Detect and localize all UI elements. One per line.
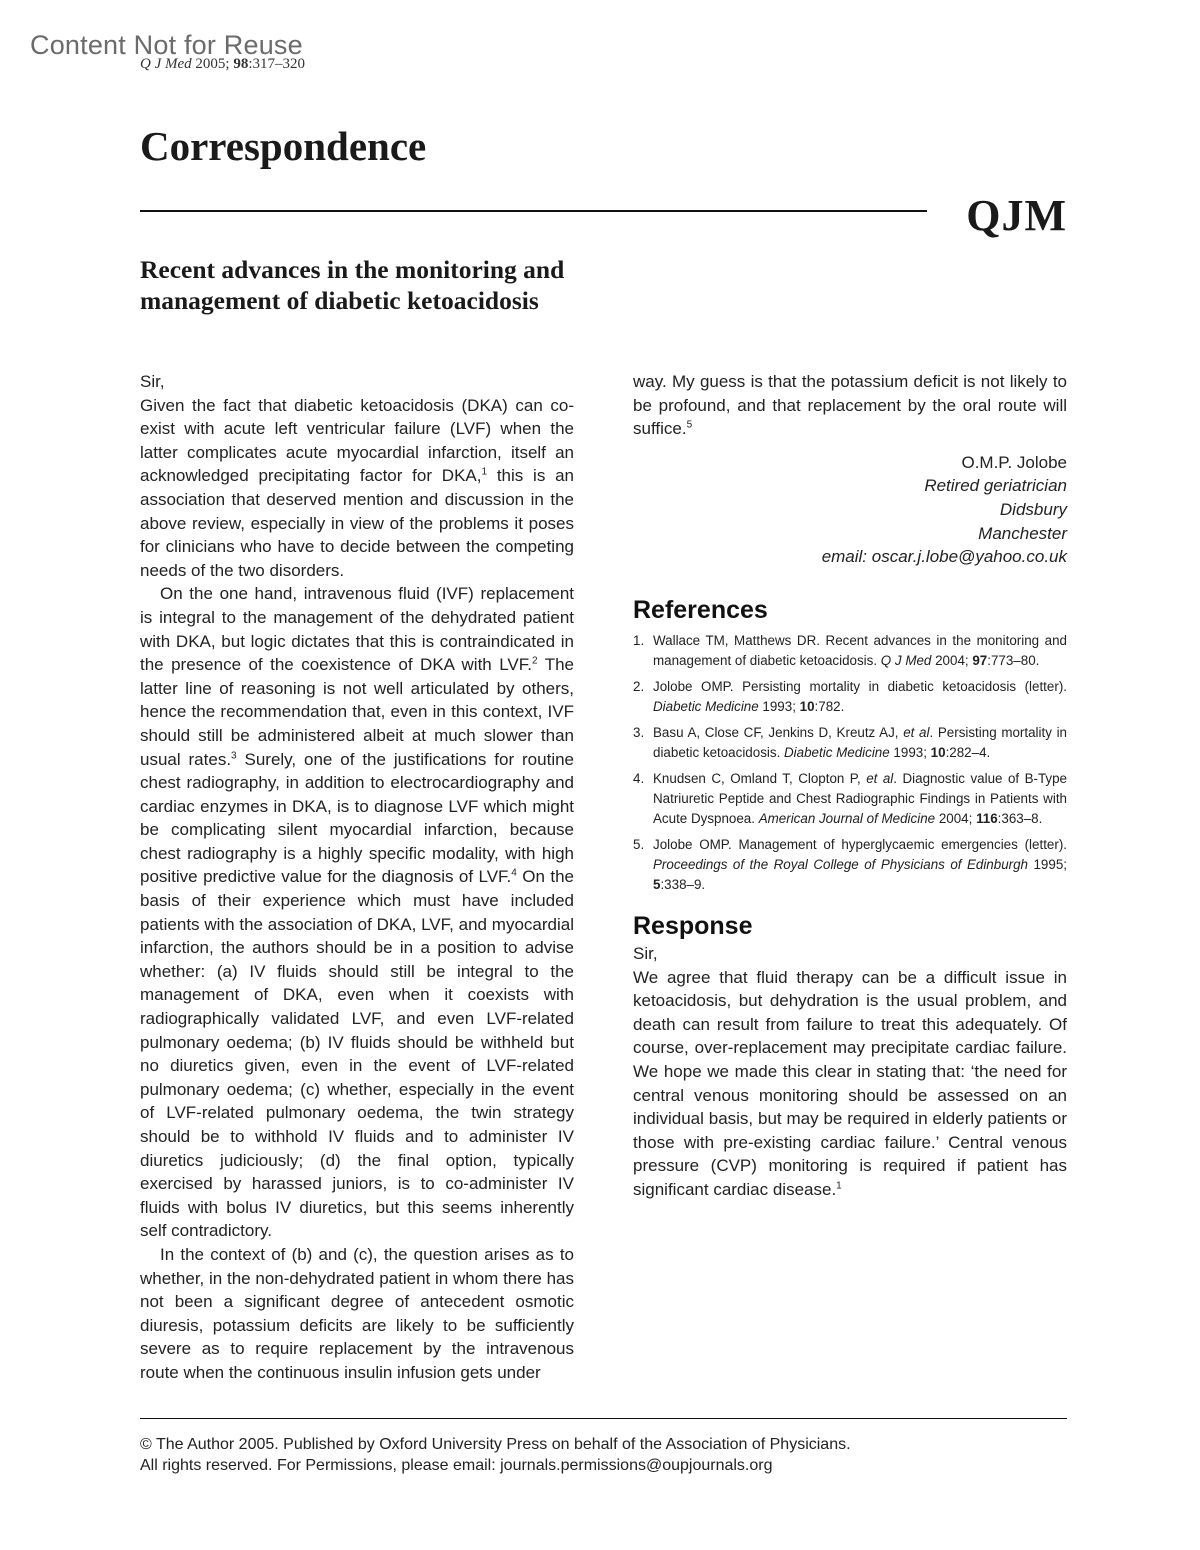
citation-marker: 2 [531,655,538,667]
reference-year: 1995; [1028,857,1067,873]
reference-journal: Q J Med [880,653,932,669]
permissions-line: All rights reserved. For Permissions, please email: journals.permissions@oupjournals.org [140,1457,773,1474]
reference-journal: Proceedings of the Royal College of Physicians of Edinburgh [653,857,1029,873]
citation-marker: 1 [836,1180,842,1192]
text-run: In the context of (b) and (c), the question arises as to whether, in the non-dehydrated patient in whom there has not been a significant degree of antecedent osmotic diuresis, potassium deficits are likely to be sufficiently severe as to require replacement by the intravenous route when the continuous insulin infusion gets under [140,1244,574,1382]
reference-authors-title: Wallace TM, Matthews DR. Recent advances in the monitoring and management of diabetic ketoacidosis. [653,633,1067,669]
letter-paragraph-2 [140,582,574,1243]
reference-etal: et al [903,725,930,741]
reference-year: 2004; [935,811,977,827]
author-location: Didsbury [999,499,1067,519]
letter-continuation [633,370,1067,441]
citation-marker: 3 [231,749,237,761]
reference-volume: 5 [653,877,661,893]
letter-paragraph-3 [140,1243,574,1385]
letter-paragraph-3-continued [633,370,1067,441]
reference-item [633,723,1067,763]
author-city: Manchester [978,523,1067,543]
reference-item [633,769,1067,829]
text-run: Surely, one of the justifications for routine chest radiography, in addition to electrocardiography and cardiac enzymes in DKA, is to diagnose LVF which might be complicating silent myocardial infarction, because chest radiography is a highly specific modality, with high positive predictive value for the diagnosis of LVF. [140,749,574,887]
text-run: Given the fact that diabetic ketoacidosis (DKA) can co-exist with acute left ventricular failure (LVF) when the latter complicates acute myocardial infarction, itself an acknowledged precipitating factor for DKA, [140,395,574,486]
signature-block [633,451,1067,569]
text-run: On the one hand, intravenous fluid (IVF) replacement is integral to the management of the dehydrated patient with DKA, but logic dictates that this is contraindicated in the presence of the coexistence of DKA with LVF. [140,584,574,675]
reference-number: 4. [633,771,645,787]
reference-etal: et al [866,771,894,787]
references-heading: References [633,595,768,624]
watermark: Content Not for Reuse [30,30,303,60]
reference-year: 1993; [889,745,931,761]
reference-authors-title: Knudsen C, Omland T, Clopton P, [653,771,867,787]
reference-item [633,677,1067,717]
author-name: O.M.P. Jolobe [961,452,1067,472]
right-column [633,370,1067,1201]
text-run: way. My guess is that the potassium deficit is not likely to be profound, and that replacement by the oral route will suffice. [633,372,1067,439]
left-column [140,370,574,1385]
letter-paragraph-1 [140,394,574,583]
reference-list [633,631,1067,895]
reference-journal: Diabetic Medicine [784,745,890,761]
article-title: Recent advances in the monitoring and management of diabetic ketoacidosis [140,255,565,315]
response-paragraph [633,966,1067,1202]
reference-journal: Diabetic Medicine [653,699,759,715]
journal-citation [140,56,305,73]
reference-journal: American Journal of Medicine [758,811,936,827]
author-role: Retired geriatrician [924,476,1067,496]
reference-pages: :338–9. [660,877,706,893]
journal-volume: 98 [233,56,249,72]
reference-number: 2. [633,679,645,695]
journal-abbrev: Q J Med [140,56,192,72]
reference-volume: 116 [976,811,998,827]
citation-marker: 1 [481,466,488,478]
journal-pages: :317–320 [248,56,305,72]
author-email-link[interactable]: email: oscar.j.lobe@yahoo.co.uk [821,547,1067,567]
reference-authors-title: Jolobe OMP. Management of hyperglycaemic emergencies (letter). [653,837,1067,853]
reference-volume: 97 [972,653,988,669]
reference-pages: :773–80. [987,653,1040,669]
header-rule [140,210,927,212]
reference-title: . Persisting mortality in diabetic ketoacidosis. [653,725,1067,761]
reference-volume: 10 [799,699,815,715]
reference-year: 1993; [758,699,800,715]
reference-year: 2004; [931,653,973,669]
reference-number: 5. [633,837,645,853]
journal-year: 2005; [191,56,234,72]
reference-number: 3. [633,725,645,741]
reference-pages: :282–4. [945,745,991,761]
footer-rule [140,1418,1067,1419]
letter-salutation: Sir, [140,372,165,391]
section-title: Correspondence [140,123,427,169]
reference-authors-title: Basu A, Close CF, Jenkins D, Kreutz AJ, [653,725,904,741]
reference-item [633,835,1067,895]
copyright-footer [140,1434,851,1476]
copyright-line: © The Author 2005. Published by Oxford University Press on behalf of the Association of Physicians. [140,1436,851,1453]
text-run: On the basis of their experience which must have included patients with the association of DKA, LVF, and myocardial infarction, the authors should be in a position to advise whether: (a) IV fluids should still be integral to the management of DKA, even when it coexists with radiographically validated LVF, and even LVF-related pulmonary oedema; (b) IV fluids should be withheld but no diuretics given, even in the event of LVF-related pulmonary oedema; (c) whether, especially in the event of LVF-related pulmonary oedema, the twin strategy should be to withhold IV fluids and to administer IV diuretics judiciously; (d) the final option, typically exercised by harassed juniors, is to co-administer IV fluids with bolus IV diuretics, but this seems inherently self contradictory. [140,867,574,1241]
text-run: The latter line of reasoning is not well articulated by others, hence the recommendation that, even in this context, IVF should still be administered albeit at much slower than usual rates. [140,655,574,769]
journal-logo: QJM [966,191,1067,240]
citation-marker: 4 [511,867,517,879]
reference-pages: :782. [814,699,845,715]
reference-pages: :363–8. [997,811,1043,827]
citation-marker: 5 [686,419,693,431]
reference-volume: 10 [930,745,946,761]
reference-item [633,631,1067,671]
response-salutation: Sir, [633,943,658,963]
reference-number: 1. [633,633,645,649]
response-heading: Response [633,912,753,941]
reference-title: . Diagnostic value of B-Type Natriuretic Peptide and Chest Radiographic Findings in Patients with Acute Dyspnoea. [653,771,1067,827]
text-run: We agree that fluid therapy can be a difficult issue in ketoacidosis, but dehydration is the usual problem, and death can result from failure to treat this adequately. Of course, over-replacement may precipitate cardiac failure. We hope we made this clear in stating that: ‘the need for central venous monitoring should be assessed on an individual basis, but may be required in elderly patients or those with pre-existing cardiac failure.’ Central venous pressure (CVP) monitoring is required if patient has significant cardiac disease. [633,967,1067,1199]
reference-authors-title: Jolobe OMP. Persisting mortality in diabetic ketoacidosis (letter). [653,679,1067,695]
text-run: this is an association that deserved mention and discussion in the above review, especially in view of the problems it poses for clinicians who have to decide between the competing needs of the two disorders. [140,466,574,580]
